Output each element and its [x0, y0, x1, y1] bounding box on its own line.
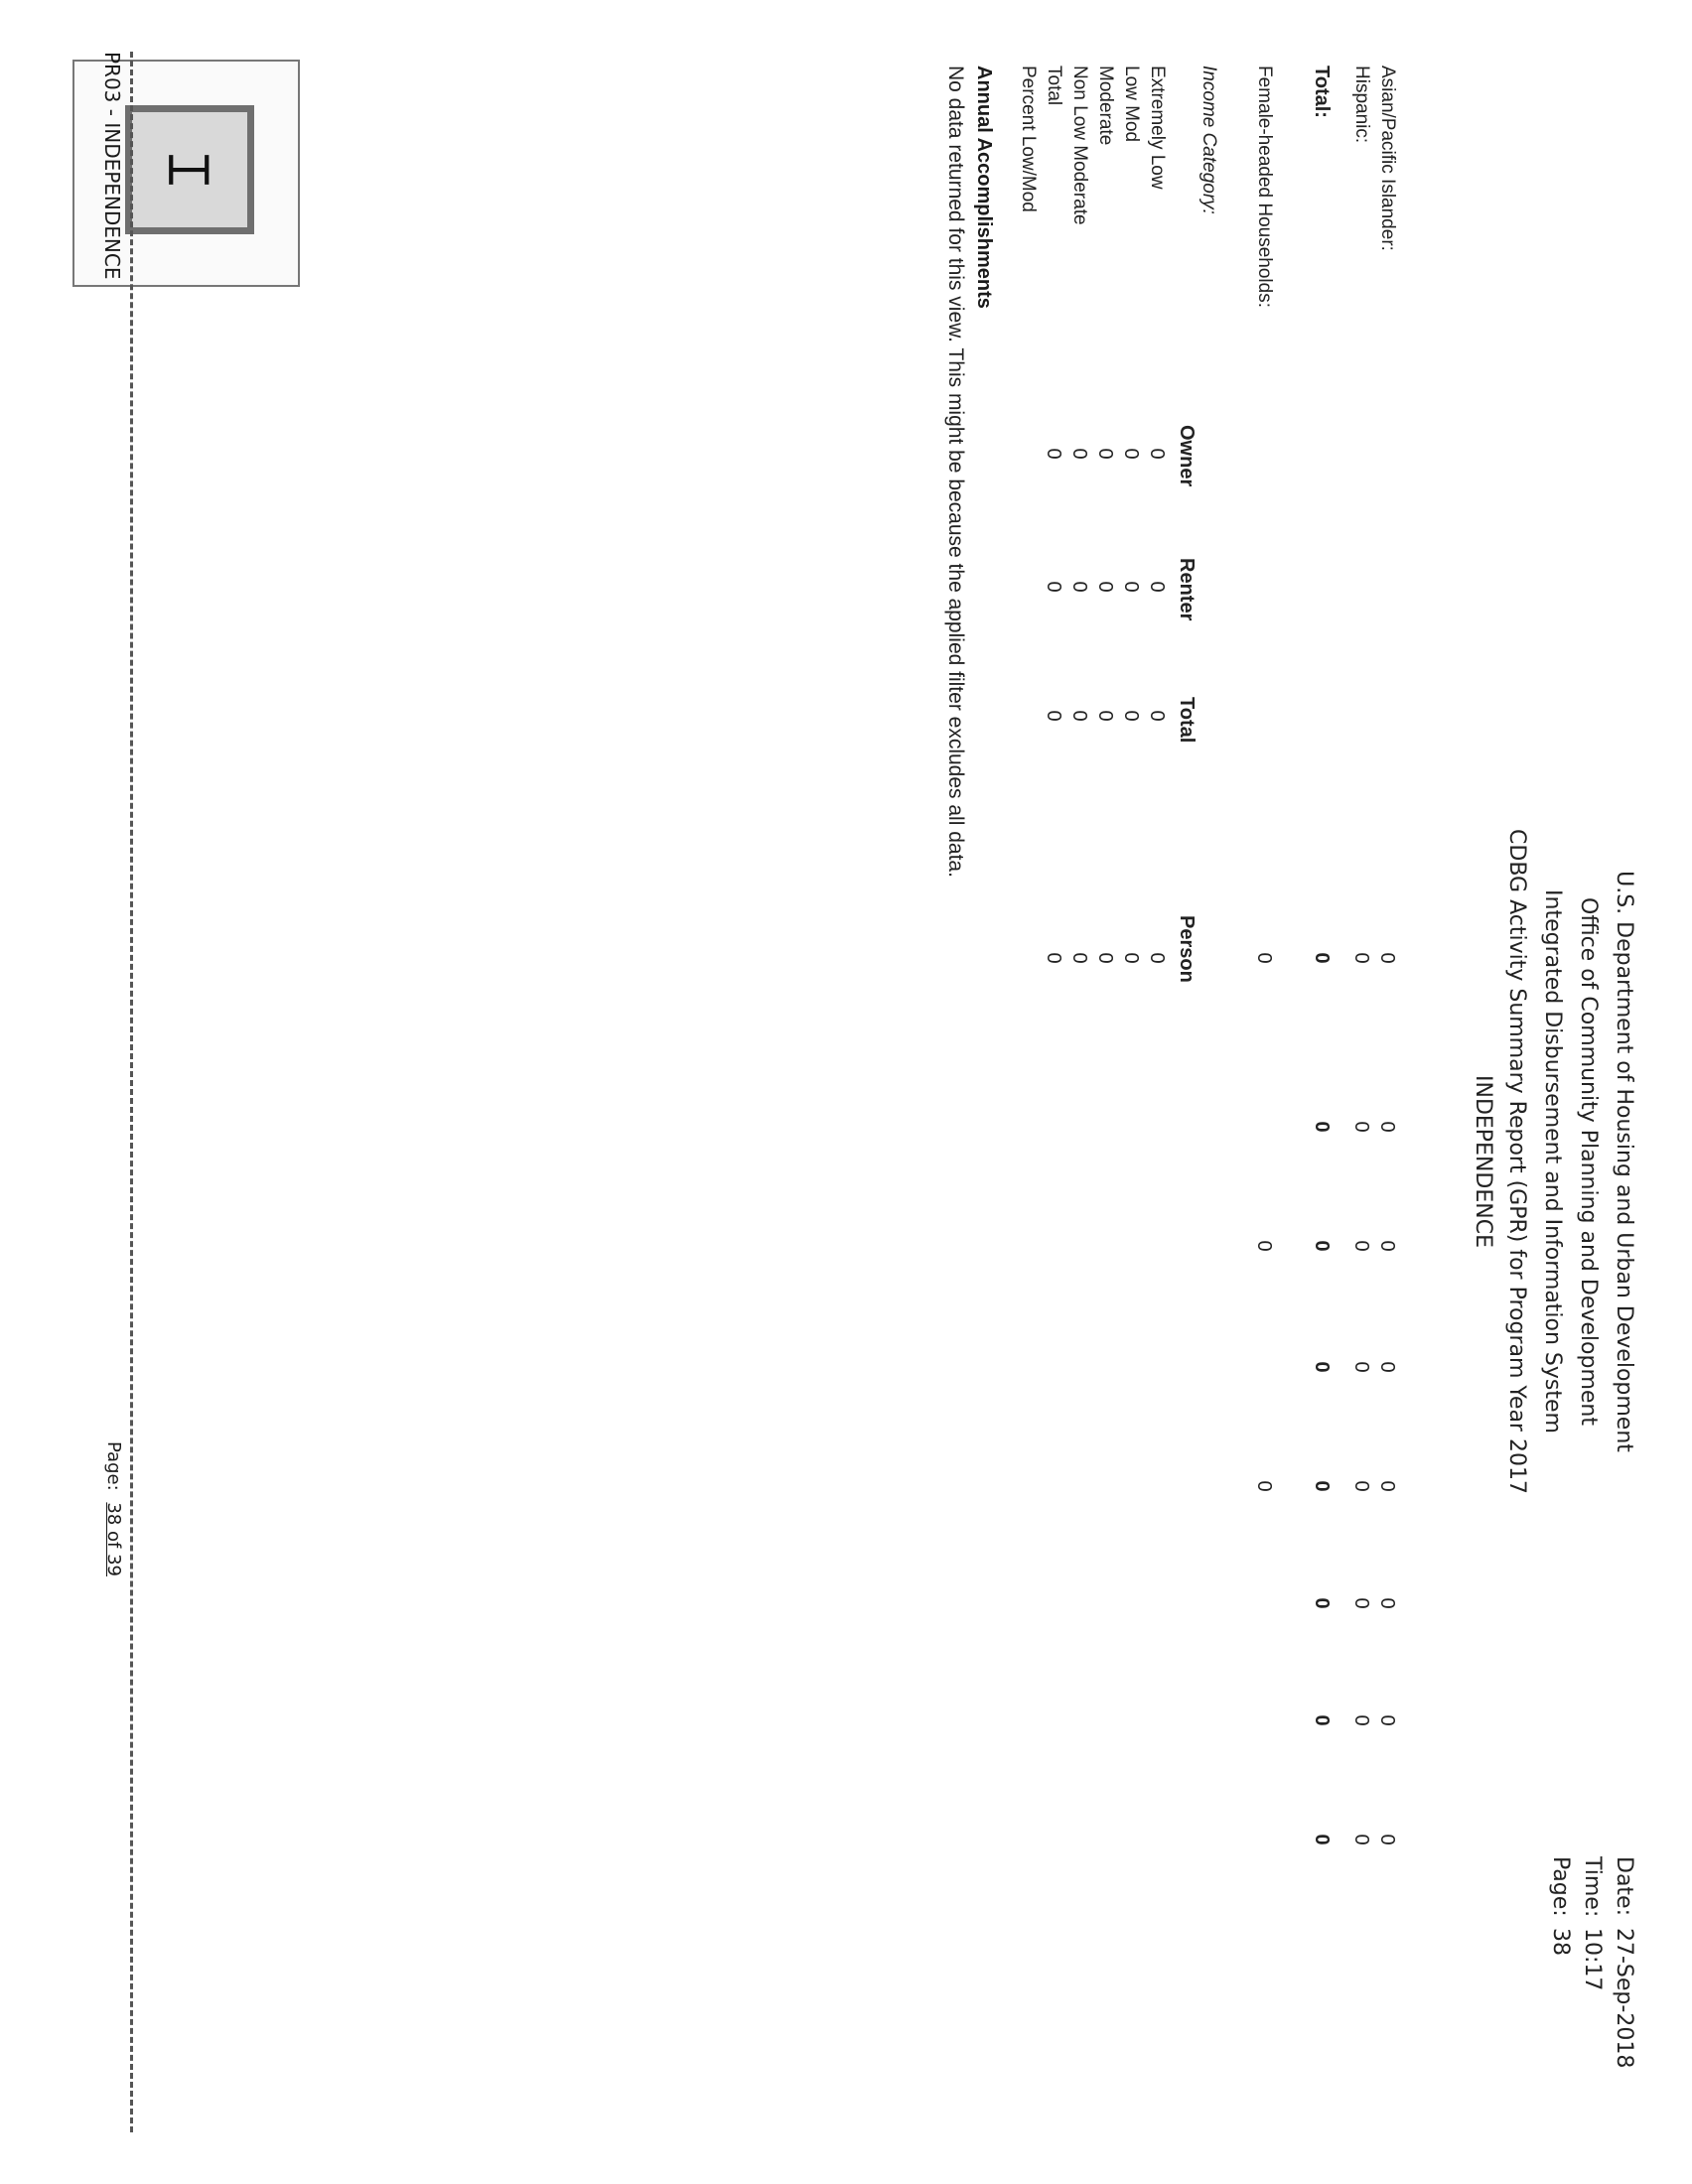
footer-page — [103, 1441, 124, 1576]
cell: 0 — [1068, 581, 1090, 593]
cell: 0 — [1043, 581, 1064, 593]
cell: 0 — [1253, 1480, 1275, 1492]
cell: 0 — [1120, 581, 1142, 593]
cell: 0 — [1146, 581, 1168, 593]
cell: 0 — [1350, 1714, 1372, 1726]
cell: 0 — [1376, 952, 1398, 964]
cell: 0 — [1311, 1240, 1333, 1252]
income-row-label: Percent Low/Mod — [1018, 66, 1039, 212]
cell: 0 — [1376, 1597, 1398, 1609]
cell: 0 — [1146, 710, 1168, 722]
time-label: Time: — [1580, 1856, 1605, 1918]
cell: 0 — [1043, 448, 1064, 460]
cell: 0 — [1311, 1480, 1333, 1492]
cell: 0 — [1253, 1240, 1275, 1252]
date-value: 27-Sep-2018 — [1612, 1928, 1636, 2069]
income-row-label: Moderate — [1095, 66, 1116, 146]
cell: 0 — [1376, 1240, 1398, 1252]
income-row-label: Low Mod — [1121, 66, 1142, 143]
cell: 0 — [1311, 1121, 1333, 1133]
header-system: Integrated Disbursement and Information System — [1540, 889, 1565, 1433]
col-header-person: Person — [1176, 915, 1198, 983]
cell: 0 — [1094, 448, 1116, 460]
cell: 0 — [1120, 952, 1142, 964]
cell: 0 — [1376, 1834, 1398, 1845]
cell: 0 — [1068, 952, 1090, 964]
cell: 0 — [1311, 1834, 1333, 1845]
page-label: Page: — [1548, 1856, 1573, 1917]
page-value: 38 — [1548, 1928, 1573, 1956]
page-footer — [90, 52, 133, 2132]
cell: 0 — [1253, 952, 1275, 964]
cell: 0 — [1350, 1597, 1372, 1609]
cell: 0 — [1094, 952, 1116, 964]
row-label-hispanic: Hispanic: — [1351, 66, 1372, 144]
footer-page-label: Page: — [103, 1441, 124, 1491]
income-row-label: Extremely Low — [1147, 66, 1168, 190]
income-row-label: Non Low Moderate — [1069, 66, 1090, 225]
cell: 0 — [1376, 1121, 1398, 1133]
cell: 0 — [1376, 1714, 1398, 1726]
cell: 0 — [1376, 1480, 1398, 1492]
no-data-note: No data returned for this view. This might be because the applied filter excludes all data. — [944, 66, 967, 878]
header-grantee: INDEPENDENCE — [1471, 1075, 1495, 1248]
cell: 0 — [1350, 1480, 1372, 1492]
cell: 0 — [1068, 448, 1090, 460]
income-row-label: Total — [1044, 66, 1064, 106]
cell: 0 — [1311, 1361, 1333, 1373]
cell: 0 — [1146, 448, 1168, 460]
annual-accomplishments-title: Annual Accomplishments — [973, 66, 995, 309]
cell: 0 — [1350, 1240, 1372, 1252]
cell: 0 — [1311, 1597, 1333, 1609]
footer-page-value: 38 of 39 — [103, 1502, 124, 1576]
header-report-title: CDBG Activity Summary Report (GPR) for Program Year 2017 — [1504, 829, 1529, 1494]
header-agency: U.S. Department of Housing and Urban Development — [1612, 871, 1636, 1452]
cell: 0 — [1311, 1714, 1333, 1726]
col-header-total: Total — [1176, 697, 1198, 744]
cell: 0 — [1350, 1834, 1372, 1845]
date-label: Date: — [1612, 1856, 1636, 1916]
header-office: Office of Community Planning and Development — [1576, 897, 1601, 1426]
cell: 0 — [1311, 952, 1333, 964]
row-label-total: Total: — [1311, 66, 1333, 118]
cell: 0 — [1350, 1361, 1372, 1373]
row-label-asian-pacific: Asian/Pacific Islander: — [1377, 66, 1398, 251]
col-header-owner: Owner — [1176, 425, 1198, 487]
time-value: 10:17 — [1580, 1928, 1605, 1991]
col-header-renter: Renter — [1176, 558, 1198, 621]
cell: 0 — [1094, 710, 1116, 722]
income-category-label: Income Category: — [1198, 66, 1219, 214]
logo-emblem-icon: ⌶ — [156, 153, 221, 187]
cell: 0 — [1068, 710, 1090, 722]
footer-report-name: PR03 - INDEPENDENCE — [100, 52, 124, 280]
cell: 0 — [1043, 952, 1064, 964]
cell: 0 — [1376, 1361, 1398, 1373]
cell: 0 — [1120, 710, 1142, 722]
cell: 0 — [1350, 952, 1372, 964]
row-label-female-headed: Female-headed Households: — [1254, 66, 1275, 308]
cell: 0 — [1043, 710, 1064, 722]
cell: 0 — [1120, 448, 1142, 460]
cell: 0 — [1094, 581, 1116, 593]
cell: 0 — [1146, 952, 1168, 964]
cell: 0 — [1350, 1121, 1372, 1133]
